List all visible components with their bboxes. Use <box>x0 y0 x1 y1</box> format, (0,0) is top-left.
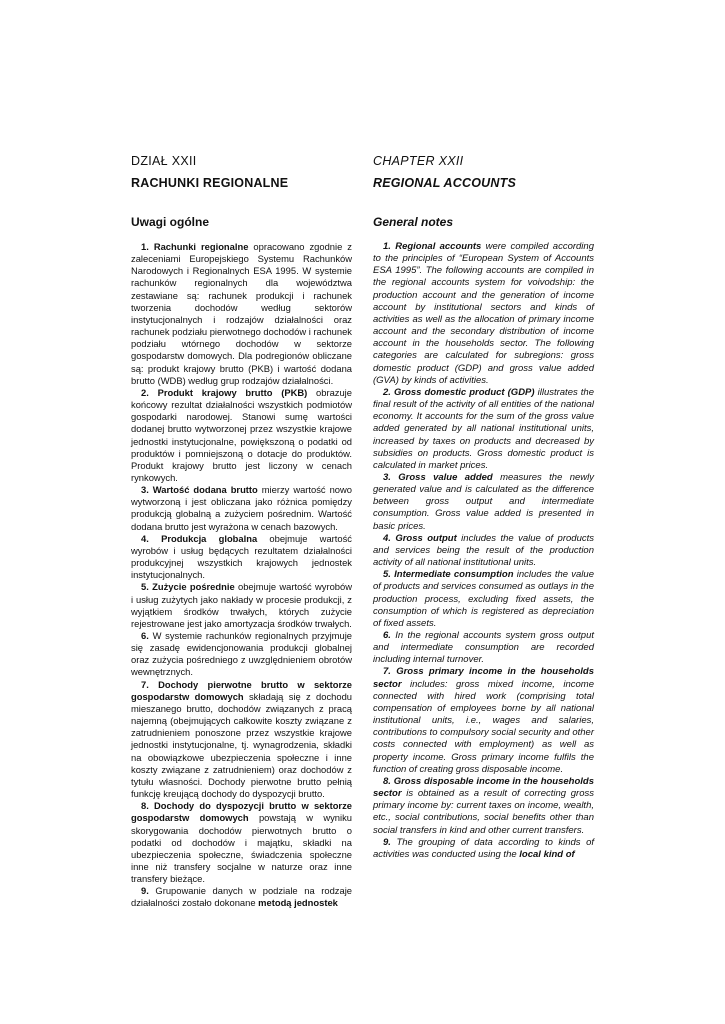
note-paragraph <box>131 679 352 801</box>
paragraph-number: 5. <box>141 581 153 593</box>
note-paragraph <box>373 776 594 837</box>
paragraph-text: mierzy wartość nowo wytworzoną i jest obliczana jako różnica pomiędzy produkcją globalną a zużyciem pośrednim. Wartość dodana brutto jest wyrażona w cenach bazowych. <box>131 484 352 532</box>
paragraph-text: measures the newly generated value and is calculated as the difference between gross output and intermediate consumption. Gross value added is presented in basic prices. <box>373 471 594 532</box>
notes-heading: Uwagi ogólne <box>131 215 209 229</box>
paragraph-term: Produkt krajowy brutto (PKB) <box>157 386 308 398</box>
paragraph-number: 4. <box>141 532 162 544</box>
note-paragraph <box>373 837 594 861</box>
paragraph-text: obejmuje wartość wyrobów i usług będących rezultatem działalności produkcyjnej wszystkich krajowych jednostek instytucjonalnych. <box>131 532 352 581</box>
paragraph-term: Dochody do dyspozycji brutto w sektorze gospodarstw domowych <box>131 800 352 824</box>
paragraph-number: 2. <box>383 386 394 398</box>
note-paragraph <box>373 569 594 630</box>
note-paragraph <box>131 800 352 885</box>
paragraph-term: Gross domestic product (GDP) <box>393 386 535 398</box>
paragraph-number: 7. <box>141 678 159 690</box>
notes-heading: General notes <box>373 215 454 229</box>
paragraph-number: 4. <box>383 532 396 544</box>
paragraph-text: Grupowanie danych w podziale na rodzaje działalności zostało dokonane <box>131 885 352 909</box>
note-paragraph <box>131 533 352 582</box>
paragraph-term: Produkcja globalna <box>161 532 258 544</box>
chapter-title: REGIONAL ACCOUNTS <box>373 176 516 190</box>
paragraph-number: 6. <box>141 630 149 641</box>
note-paragraph <box>131 484 352 533</box>
paragraph-term: Rachunki regionalne <box>153 241 249 252</box>
paragraph-term: Gross disposable income in the households sector <box>373 775 594 800</box>
paragraph-number: 1. <box>141 241 154 252</box>
paragraph-term: Gross output <box>395 532 457 544</box>
paragraph-term: local kind of <box>519 848 575 860</box>
paragraph-text: were compiled according to the principles of “European System of Accounts ESA 1995”. The following accounts are compiled in the regional accounts system for voivodship: the production account and the generation of income account by institutional sectors and kinds of activities as well as the allocation of primary income account and the secondary distribution of income account in the households sector. The following categories are calculated for subregions: gross domestic product (GDP) and gross value added (GVA) by kinds of activities. <box>373 241 594 386</box>
paragraph-text: obrazuje końcowy rezultat działalności wszystkich podmiotów gospodarki narodowej. Stanowi sumę wartości dodanej brutto wytworzonej przez wszystkie krajowe jednostki instytucjonalne, powiększoną o podatki od produktów i pomniejszoną o dotacje do produktów. Produkt krajowy brutto jest liczony w cenach rynkowych. <box>131 386 352 483</box>
paragraph-term: Intermediate consumption <box>394 569 514 581</box>
paragraph-text: składają się z dochodu mieszanego brutto, dochodów związanych z pracą najemną (obejmujących całkowite koszty związane z zatrudnieniem ponoszone przez wszystkie krajowe jednostki instytucjonalne, tj. wynagrodzenia, składki na obowiązkowe ubezpieczenia społeczne i inne koszty związane z zatrudnieniem) oraz dochodów z tytułu własności. Dochody pierwotne brutto pełnią funkcję kreującą dochody do dyspozycji brutto. <box>131 690 352 800</box>
paragraph-term: Zużycie pośrednie <box>152 581 235 593</box>
paragraph-term: Dochody pierwotne brutto w sektorze gospodarstw domowych <box>131 678 352 702</box>
paragraph-number: 3. <box>383 471 399 483</box>
paragraph-number: 8. <box>141 800 155 812</box>
paragraph-number: 3. <box>141 484 153 496</box>
note-paragraph <box>131 630 352 679</box>
paragraph-text: includes: gross mixed income, income connected with hired work (comprising total compensation of employees borne by all national institutional units, i.e., wages and salaries, contributions to compulsory social security and other costs connected with employment) as well as property income. Gross primary income fulfils the function of creating gross disposable income. <box>373 678 594 775</box>
chapter-label: DZIAŁ XXII <box>131 154 197 168</box>
paragraph-number: 5. <box>383 569 395 581</box>
paragraph-term: Regional accounts <box>395 241 482 252</box>
paragraph-text: The grouping of data according to kinds of activities was conducted using the <box>373 836 594 860</box>
paragraph-text: includes the value of products and services consumed as outlays in the production process, excluding fixed assets, the consumption of which is registered as depreciation of fixed assets. <box>373 569 594 629</box>
paragraph-text: opracowano zgodnie z zaleceniami Europejskiego Systemu Rachunków Narodowych i Regionalnych ESA 1995. W systemie rachunków regionalnych dla województwa zestawiane są: rachunek produkcji i rachunek tworzenia dochodów według sektorów instytucjonalnych i rodzajów działalności oraz rachunek podziału pierwotnego dochodów i rachunek podziału wtórnego dochodów w sektorze gospodarstw domowych. Dla podregionów obliczane są: produkt krajowy brutto (PKB) i wartość dodana brutto (WDB) według grup rodzajów działalności. <box>131 241 352 386</box>
paragraph-text: illustrates the final result of the activity of all entities of the national economy. It accounts for the sum of the gross value added generated by all national institutional units, increased by taxes on products and decreased by subsidies on products. Gross domestic product is calculated in market prices. <box>373 386 594 471</box>
paragraph-text: obejmuje wartość wyrobów i usług zużytych jako nakłady w procesie produkcji, z wyjątkiem środków trwałych, których zużycie rejestrowane jest jako amortyzacja środków trwałych. <box>131 581 352 629</box>
note-paragraph <box>373 472 594 533</box>
note-paragraph <box>373 533 594 569</box>
paragraph-text: In the regional accounts system gross output and intermediate consumption are recorded including internal turnover. <box>373 630 594 666</box>
note-paragraph <box>373 630 594 666</box>
paragraph-term: Wartość dodana brutto <box>152 484 258 496</box>
note-paragraph <box>131 387 352 484</box>
paragraph-number: 9. <box>141 885 149 897</box>
paragraph-number: 9. <box>383 836 391 848</box>
paragraph-term: Gross value added <box>398 471 493 483</box>
paragraph-number: 7. <box>383 666 397 678</box>
notes-body <box>131 241 352 910</box>
notes-body <box>373 241 594 861</box>
paragraph-number: 8. <box>383 775 394 787</box>
note-paragraph <box>373 241 594 387</box>
note-paragraph <box>131 241 352 387</box>
paragraph-text: powstają w wyniku skorygowania dochodów pierwotnych brutto o podatki od dochodów i majątku, składki na ubezpieczenia społeczne, świadczenia społeczne inne niż transfery socjalne w naturze oraz inne transfery bieżące. <box>131 812 352 885</box>
note-paragraph <box>373 387 594 472</box>
paragraph-number: 1. <box>383 241 396 252</box>
paragraph-term: Gross primary income in the households sector <box>373 666 595 690</box>
paragraph-text: W systemie rachunków regionalnych przyjmuje się zasadę ewidencjonowania produkcji globalnej oraz zużycia pośredniego z uwzględnieniem obrotów wewnętrznych. <box>131 630 352 678</box>
paragraph-text: includes the value of products and services being the result of the production activity of all national institutional units. <box>373 532 594 569</box>
paragraph-number: 6. <box>383 630 391 641</box>
chapter-label: CHAPTER XXII <box>373 154 464 168</box>
note-paragraph <box>131 581 352 630</box>
paragraph-number: 2. <box>141 386 158 398</box>
paragraph-text: is obtained as a result of correcting gross primary income by: current taxes on income, wealth, etc., social contributions, social benefits other than social transfers in kind and other current transfers. <box>373 788 594 836</box>
note-paragraph <box>131 885 352 909</box>
note-paragraph <box>373 666 594 775</box>
paragraph-term: metodą jednostek <box>258 897 338 909</box>
chapter-title: RACHUNKI REGIONALNE <box>131 176 289 190</box>
